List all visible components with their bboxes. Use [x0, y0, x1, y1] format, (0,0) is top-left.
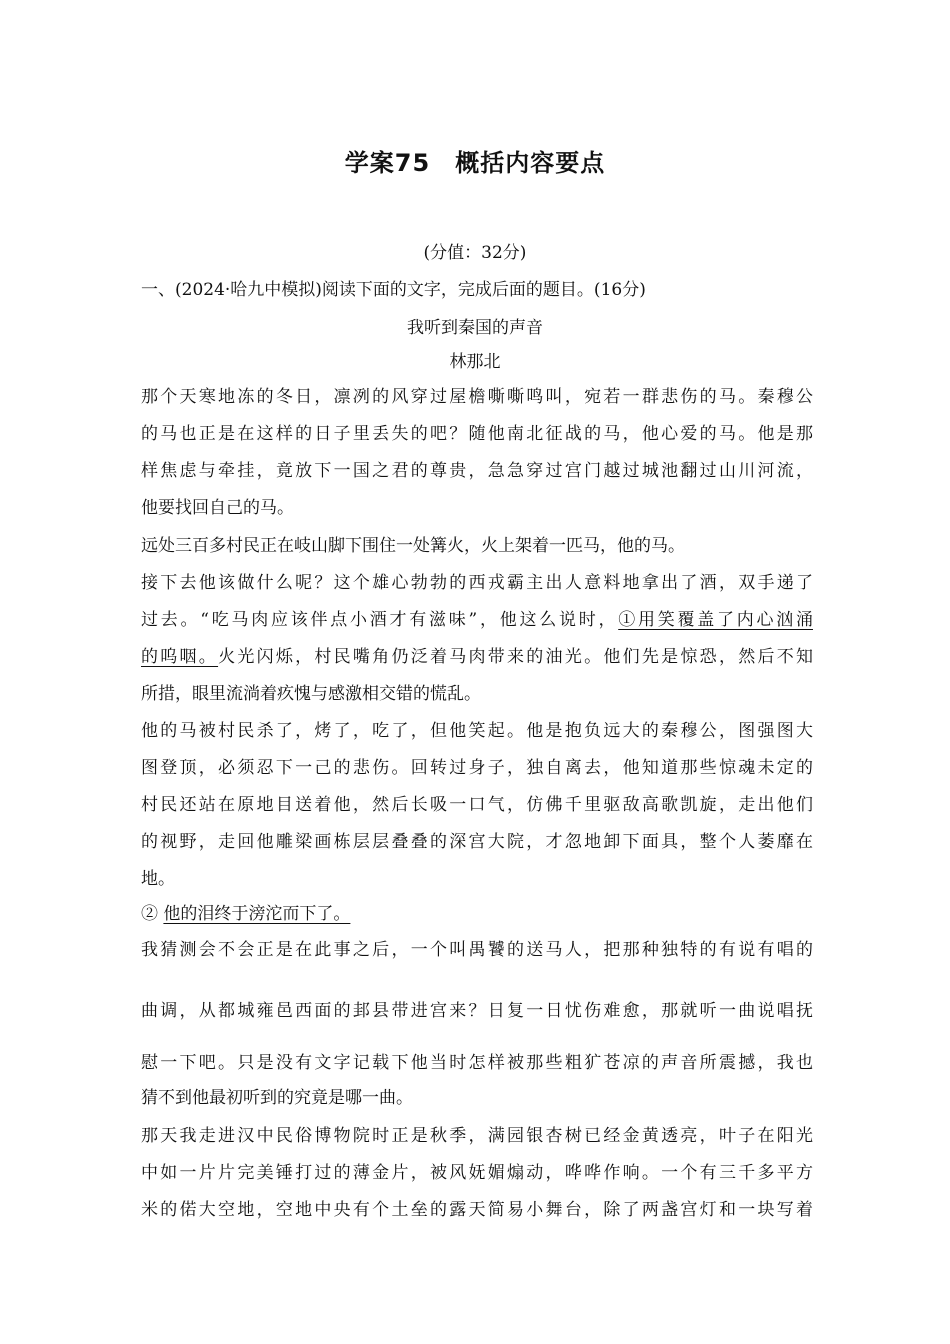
- article-title: 我听到秦国的声音: [407, 318, 543, 338]
- text-line: 那天我走进汉中民俗博物院时正是秋季，满园银杏树已经金黄透亮，叶子在阳光: [141, 1126, 813, 1146]
- text-line: 图登顶，必须忍下一己的悲伤。回转过身子，独自离去，他知道那些惊魂未定的: [141, 758, 813, 778]
- text-line: [141, 605, 813, 630]
- text-line: [141, 899, 813, 924]
- text-line: 地。: [141, 869, 175, 889]
- text-line: 村民还站在原地目送着他，然后长吸一口气，仿佛千里驱敌高歌凯旋，走出他们: [141, 795, 813, 815]
- underlined-phrase-1: ①用笑覆盖了内心汹涌: [618, 610, 813, 630]
- text-line: 他的马被村民杀了，烤了，吃了，但他笑起。他是抱负远大的秦穆公，图强图大: [141, 721, 813, 741]
- text-line: 猜不到他最初听到的究竟是哪一曲。: [141, 1088, 413, 1108]
- text-line: 曲调，从都城雍邑西面的邽县带进宫来？日复一日忧伤难愈，那就听一曲说唱抚: [141, 1001, 813, 1021]
- text-line: 样焦虑与牵挂，竟放下一国之君的尊贵，急急穿过宫门越过城池翻过山川河流，: [141, 461, 813, 481]
- text-line: 米的偌大空地，空地中央有个土垒的露天简易小舞台，除了两盏宫灯和一块写着: [141, 1200, 813, 1220]
- text-line: 慰一下吧。只是没有文字记载下他当时怎样被那些粗犷苍凉的声音所震撼，我也: [141, 1053, 813, 1073]
- underlined-phrase-1-end: 的呜咽。: [141, 647, 219, 667]
- text-line: 的马也正是在这样的日子里丢失的吧？随他南北征战的马，他心爱的马。他是那: [141, 424, 813, 444]
- text-line: 中如一片片完美锤打过的薄金片，被风妩媚煽动，哗哗作响。一个有三千多平方: [141, 1163, 813, 1183]
- text-line: 他要找回自己的马。: [141, 498, 294, 518]
- article-author: 林那北: [449, 352, 501, 372]
- question-intro: 一、(2024·哈九中模拟)阅读下面的文字，完成后面的题目。(16分): [141, 280, 646, 300]
- score-info: (分值：32分): [423, 243, 527, 263]
- text-segment: 火光闪烁，村民嘴角仍泛着马肉带来的油光。他们先是惊恐，然后不知: [218, 647, 814, 667]
- text-line: 那个天寒地冻的冬日，凛冽的风穿过屋檐嘶嘶鸣叫，宛若一群悲伤的马。秦穆公: [141, 387, 813, 407]
- text-line: 远处三百多村民正在岐山脚下围住一处篝火，火上架着一匹马，他的马。: [141, 536, 685, 556]
- text-line: [141, 642, 813, 667]
- marker-2: ②: [141, 904, 164, 924]
- underlined-phrase-2: 他的泪终于滂沱而下了。: [163, 904, 351, 924]
- page-title: 学案75 概括内容要点: [344, 149, 606, 177]
- text-line: 我猜测会不会正是在此事之后，一个叫禺饕的送马人，把那种独特的有说有唱的: [141, 940, 813, 960]
- text-line: 所措，眼里流淌着疚愧与感激相交错的慌乱。: [141, 684, 481, 704]
- text-line: 接下去他该做什么呢？这个雄心勃勃的西戎霸主出人意料地拿出了酒，双手递了: [141, 573, 813, 593]
- text-segment: 过去。“吃马肉应该伴点小酒才有滋味”，他这么说时，: [141, 610, 619, 630]
- text-line: 的视野，走回他雕梁画栋层层叠叠的深宫大院，才忽地卸下面具，整个人萎靡在: [141, 832, 813, 852]
